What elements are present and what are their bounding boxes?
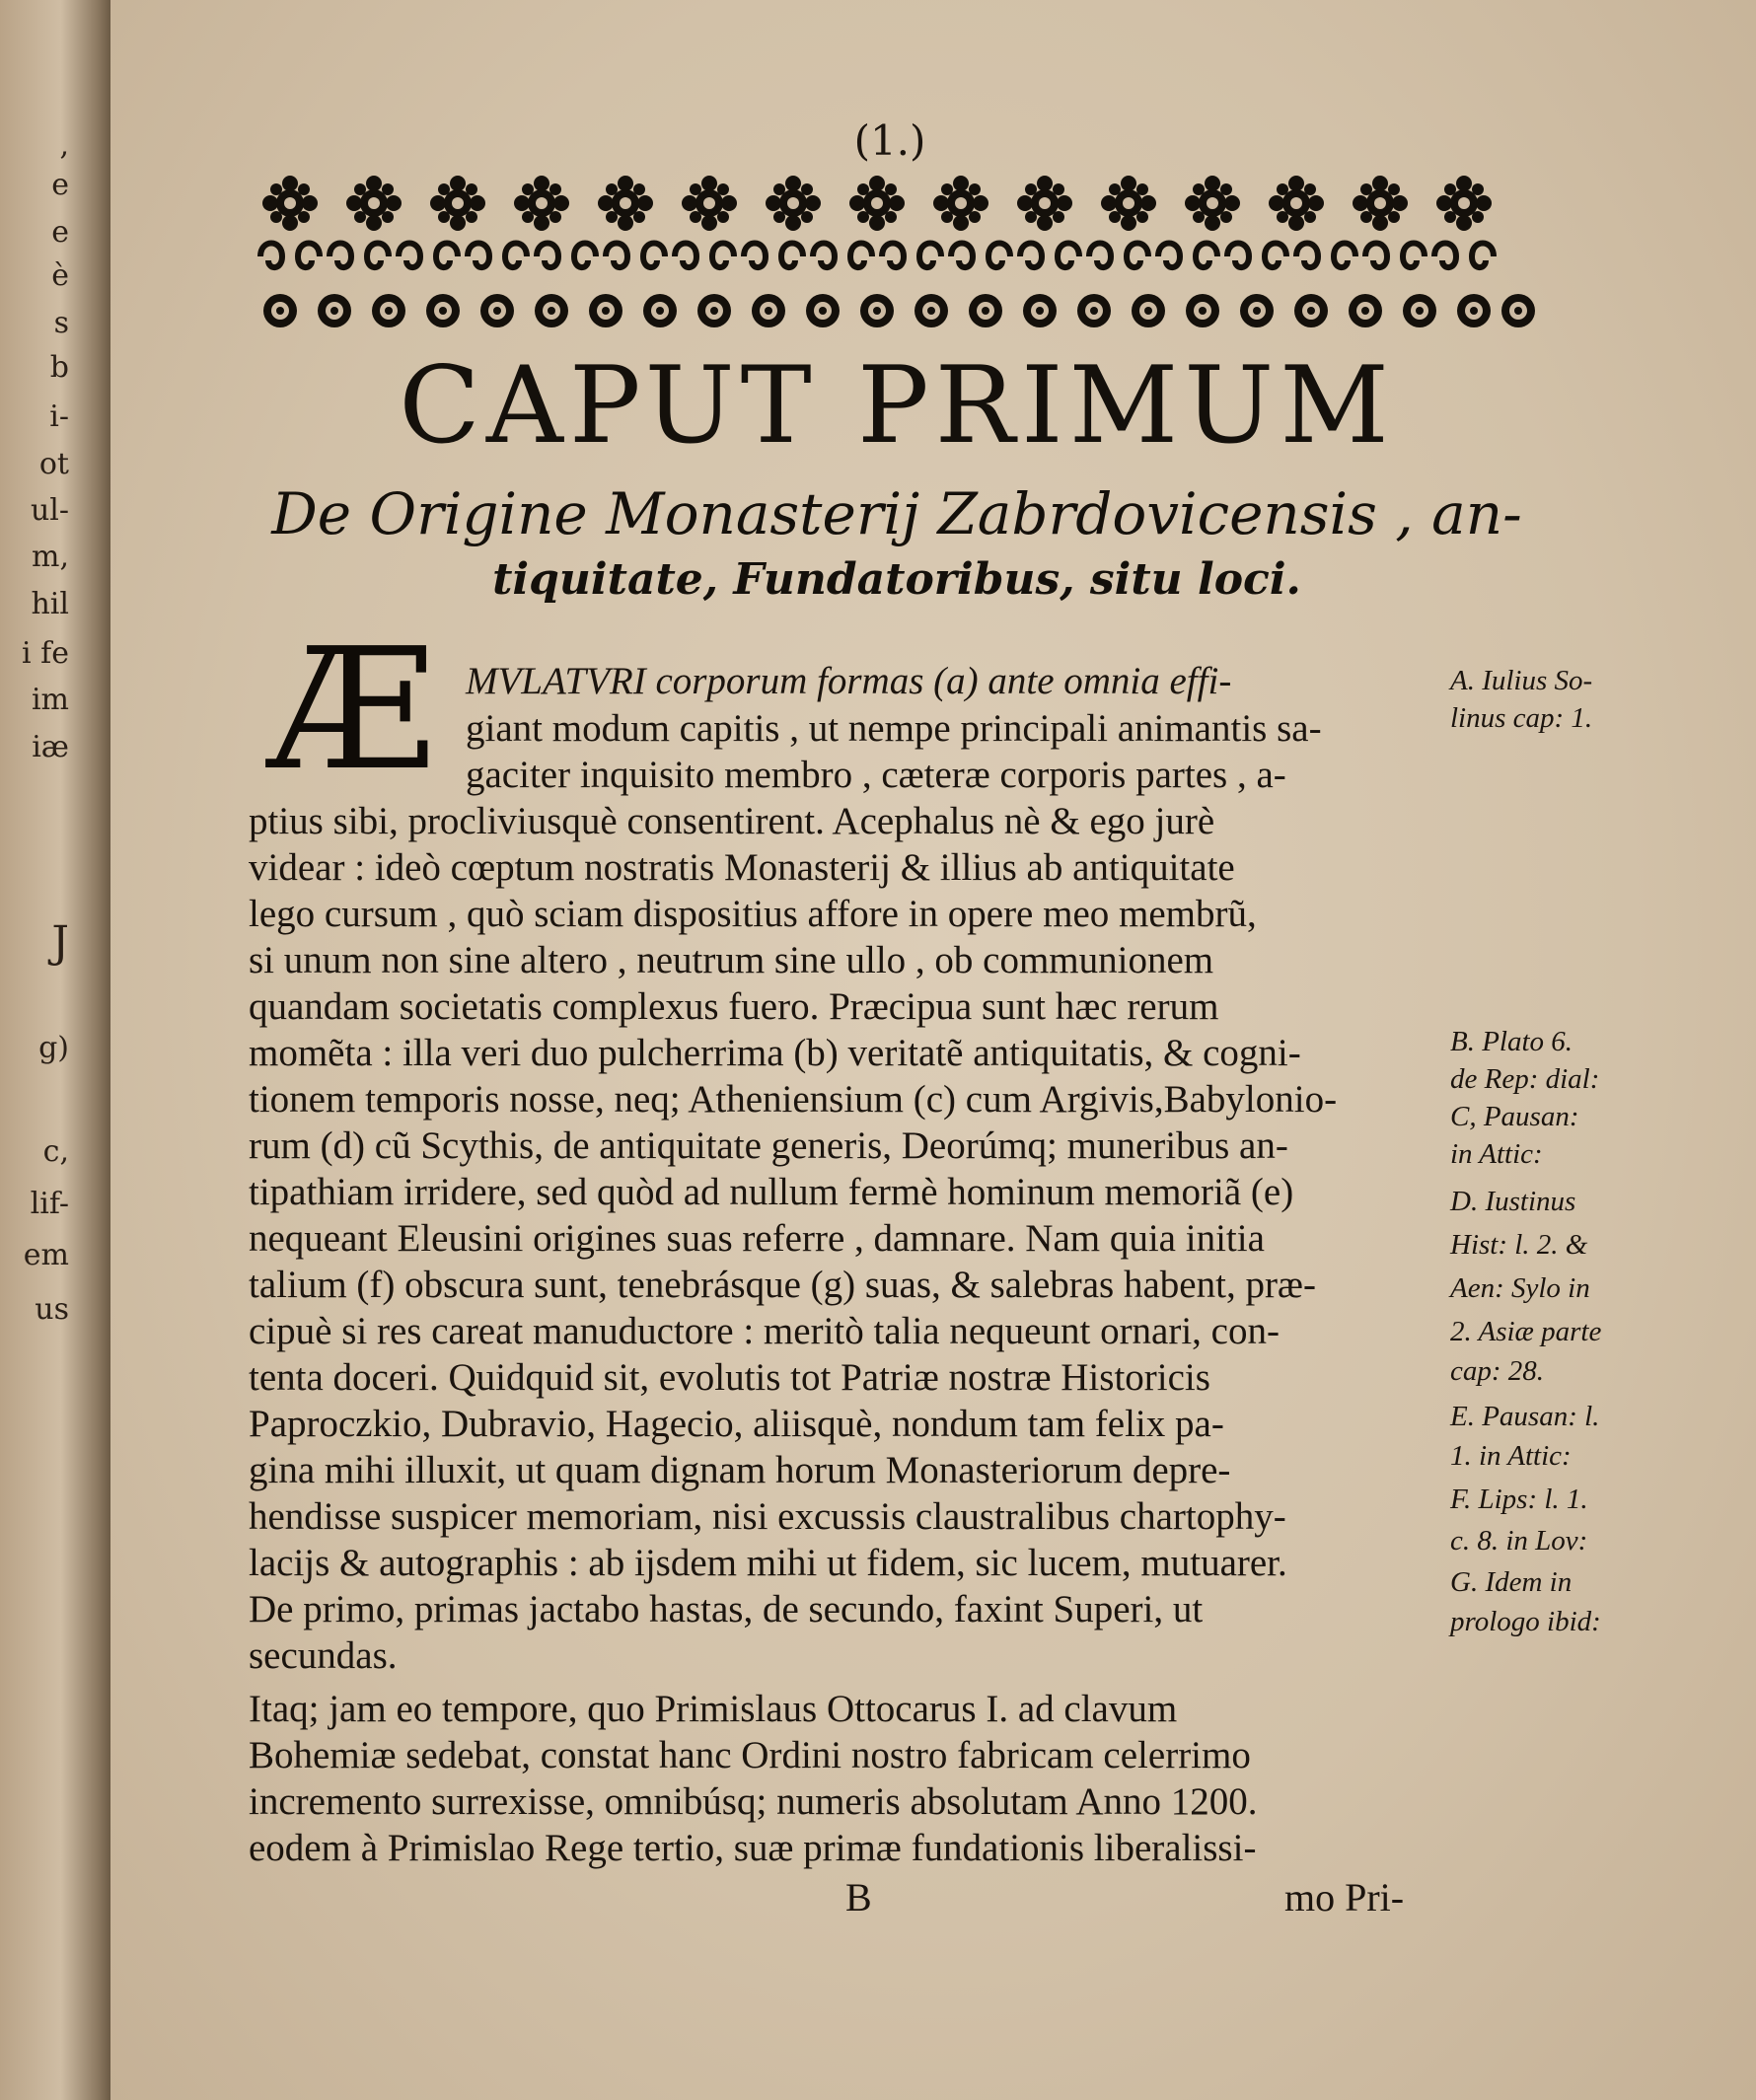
marginal-note: B. Plato 6. <box>1450 1026 1573 1057</box>
gutter-fragment: g) <box>38 1031 69 1065</box>
text-line: nequeant Eleusini origines suas referre , damnare. Nam quia initia <box>249 1217 1265 1260</box>
gutter-fragment: è <box>51 258 69 293</box>
text-line: lego cursum , quò sciam dispositius affore in opere meo membrũ, <box>249 893 1257 935</box>
marginal-note: linus cap: 1. <box>1450 702 1593 734</box>
gutter-fragment: e <box>51 168 69 202</box>
marginal-note: prologo ibid: <box>1450 1606 1601 1637</box>
marginal-note: F. Lips: l. 1. <box>1450 1484 1588 1515</box>
chapter-subtitle-line-2: tiquitate, Fundatoribus, situ loci. <box>492 554 1301 605</box>
ornament-rosette-row <box>263 294 1535 327</box>
catchword: mo Pri- <box>1284 1875 1405 1919</box>
chapter-title: CAPUT PRIMUM <box>399 344 1395 468</box>
book-page <box>110 0 1756 2100</box>
ornament-flower-row <box>262 176 1492 231</box>
text-line: eodem à Primislao Rege tertio, suæ primæ fundationis liberalissi- <box>249 1827 1257 1869</box>
gutter-fragment: c, <box>42 1134 69 1169</box>
text-line: lacijs & autographis : ab ijsdem mihi ut fidem, sic lucem, mutuarer. <box>249 1542 1287 1584</box>
gutter-fragment: s <box>53 306 69 340</box>
gutter-fragment: , <box>59 128 69 163</box>
text-line: Bohemiæ sedebat, constat hanc Ordini nostro fabricam celerrimo <box>249 1734 1251 1776</box>
text-line: momẽta : illa veri duo pulcherrima (b) veritatẽ antiquitatis, & cogni- <box>249 1032 1301 1074</box>
text-line: gina mihi illuxit, ut quam dignam horum Monasteriorum depre- <box>249 1449 1231 1491</box>
gutter-fragment: b <box>49 350 69 385</box>
marginal-note: A. Iulius So- <box>1450 665 1593 696</box>
gutter-fragment: em <box>23 1238 69 1272</box>
text-line: rum (d) cũ Scythis, de antiquitate generis, Deorúmq; muneribus an- <box>249 1124 1288 1167</box>
gutter-fragment: ot <box>38 447 69 481</box>
gutter-fragment: e <box>51 215 69 250</box>
chapter-subtitle-line-1: De Origine Monasterij Zabrdovicensis , an- <box>271 480 1522 547</box>
gutter-fragment: lif- <box>30 1187 69 1221</box>
marginal-note: D. Iustinus <box>1450 1186 1576 1217</box>
gutter-fragment: ul- <box>30 493 69 528</box>
ornamental-header-band <box>251 168 1543 337</box>
marginal-note: cap: 28. <box>1450 1355 1545 1387</box>
text-line: tionem temporis nosse, neq; Atheniensium (c) cum Argivis,Babylonio- <box>249 1078 1338 1121</box>
text-line: tenta doceri. Quidquid sit, evolutis tot Patriæ nostræ Historicis <box>249 1356 1210 1399</box>
text-line: si unum non sine altero , neutrum sine ullo , ob communionem <box>249 939 1214 981</box>
text-line: MVLATVRI corporum formas (a) ante omnia effi- <box>466 660 1232 702</box>
gutter-fragment: i- <box>49 399 69 434</box>
gutter-fragment: us <box>35 1292 69 1327</box>
ornament-scroll-row <box>260 244 1494 268</box>
gutter-fragment: im <box>31 683 69 717</box>
marginal-note: C, Pausan: <box>1450 1101 1579 1132</box>
adjacent-page-gutter <box>0 0 110 2100</box>
signature-mark: B <box>845 1875 872 1919</box>
text-line: talium (f) obscura sunt, tenebrásque (g) suas, & salebras habent, præ- <box>249 1264 1316 1306</box>
text-line: Paproczkio, Dubravio, Hagecio, aliisquè, nondum tam felix pa- <box>249 1403 1224 1445</box>
marginal-note: c. 8. in Lov: <box>1450 1525 1588 1557</box>
marginal-note: in Attic: <box>1450 1138 1543 1170</box>
text-line: incremento surrexisse, omnibúsq; numeris absolutam Anno 1200. <box>249 1780 1258 1823</box>
text-line: Itaq; jam eo tempore, quo Primislaus Ottocarus I. ad clavum <box>249 1688 1178 1730</box>
marginal-note: E. Pausan: l. <box>1450 1401 1600 1432</box>
text-line: De primo, primas jactabo hastas, de secundo, faxint Superi, ut <box>249 1588 1204 1630</box>
gutter-fragment: iæ <box>32 730 69 764</box>
gutter-fragment: hil <box>31 587 69 621</box>
marginal-note: de Rep: dial: <box>1450 1063 1600 1095</box>
page-number: (1.) <box>853 116 926 165</box>
drop-cap: Æ <box>268 613 437 808</box>
text-line: videar : ideò cœptum nostratis Monasterij & illius ab antiquitate <box>249 846 1235 889</box>
text-line: cipuè si res careat manuductore : meritò talia nequeunt ornari, con- <box>249 1310 1280 1352</box>
marginal-note: Aen: Sylo in <box>1450 1272 1590 1304</box>
marginal-note: G. Idem in <box>1450 1566 1573 1598</box>
text-line: giant modum capitis , ut nempe principali animantis sa- <box>466 707 1322 750</box>
text-line: secundas. <box>249 1634 398 1677</box>
text-line: tipathiam irridere, sed quòd ad nullum fermè hominum memoriã (e) <box>249 1171 1294 1213</box>
text-line: quandam societatis complexus fuero. Præcipua sunt hæc rerum <box>249 985 1219 1028</box>
gutter-fragment: i fe <box>22 636 69 671</box>
text-line: ptius sibi, procliviusquè consentirent. Acephalus nè & ego jurè <box>249 800 1215 842</box>
marginal-note: 2. Asiæ parte <box>1450 1316 1602 1347</box>
marginal-note: 1. in Attic: <box>1450 1440 1572 1472</box>
gutter-fragment: m, <box>32 540 69 574</box>
text-line: hendisse suspicer memoriam, nisi excussis claustralibus chartophy- <box>249 1495 1286 1538</box>
marginal-note: Hist: l. 2. & <box>1450 1229 1588 1261</box>
text-line: gaciter inquisito membro , cæteræ corporis partes , a- <box>466 754 1286 796</box>
gutter-fragment: J <box>51 917 69 968</box>
